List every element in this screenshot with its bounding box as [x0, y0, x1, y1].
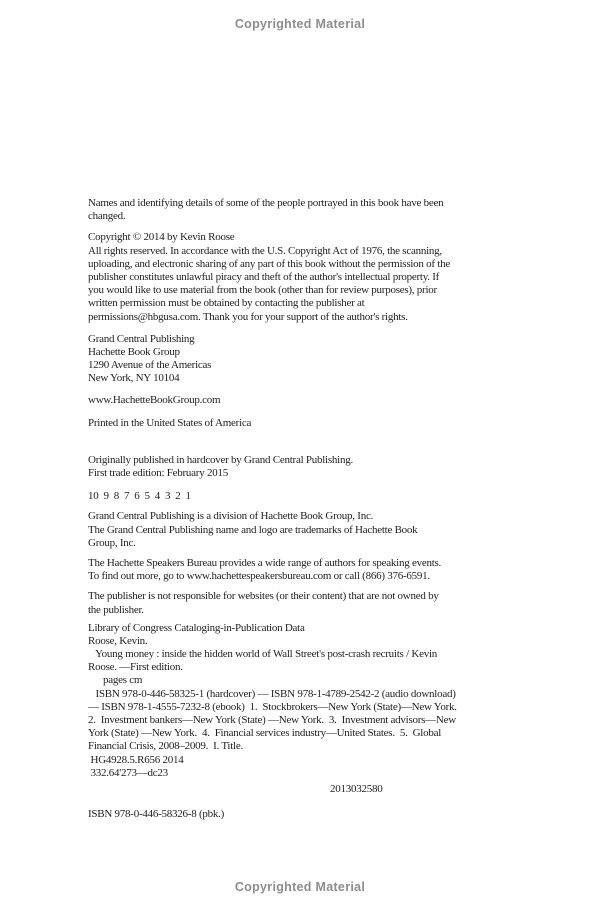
text-line: To find out more, go to www.hachettespeakersbureau.com or call (866) 376-6591. [88, 570, 430, 583]
text-line: changed. [88, 210, 126, 223]
text-line: permissions@hbgusa.com. Thank you for your support of the author's rights. [88, 310, 408, 323]
website-disclaimer [88, 590, 548, 616]
text-line: Grand Central Publishing is a division of Hachette Book Group, Inc. [88, 510, 374, 523]
text-line: ISBN 978-0-446-58325-1 (hardcover) — ISBN 978-1-4789-2542-2 (audio download) [88, 687, 456, 700]
text-line: Grand Central Publishing [88, 332, 195, 345]
text-line: 2013032580 [330, 782, 383, 795]
text-line: Roose, Kevin. [88, 634, 148, 647]
text-line: pages cm [88, 674, 143, 687]
text-line: the publisher. [88, 603, 144, 616]
edition-notice [88, 454, 548, 480]
text-line: www.HachetteBookGroup.com [88, 394, 221, 407]
text-line: The publisher is not responsible for websites (or their content) that are not owned by [88, 590, 439, 603]
text-line: 10 9 8 7 6 5 4 3 2 1 [88, 490, 191, 503]
text-line: — ISBN 978-1-4555-7232-8 (ebook) 1. Stockbrokers—New York (State)—New York. [88, 700, 457, 713]
names-changed-notice [88, 197, 548, 223]
text-line: Roose. —First edition. [88, 661, 183, 674]
text-line: Library of Congress Cataloging-in-Publication Data [88, 621, 305, 634]
text-line: Hachette Book Group [88, 345, 180, 358]
speakers-bureau-notice [88, 557, 548, 583]
text-line: The Grand Central Publishing name and logo are trademarks of Hachette Book [88, 523, 418, 536]
text-line: 2. Investment bankers—New York (State) —New York. 3. Investment advisors—New [88, 714, 456, 726]
print-run-line [88, 490, 548, 503]
text-line: 332.64'273—dc23 [88, 766, 168, 779]
copyrighted-material-footer: Copyrighted Material [234, 880, 366, 894]
copyrighted-material-header: Copyrighted Material [234, 17, 366, 31]
copyright-page-text [88, 197, 548, 821]
text-line: Young money : inside the hidden world of Wall Street's post-crash recruits / Kevin [88, 648, 438, 661]
text-line: uploading, and electronic sharing of any part of this book without the permission of the [88, 257, 451, 270]
text-line: York (State) —New York. 4. Financial services industry—United States. 5. Global [88, 727, 442, 740]
text-line: Financial Crisis, 2008–2009. I. Title. [88, 740, 243, 753]
text-line: Names and identifying details of some of the people portrayed in this book have been [88, 197, 444, 209]
isbn-paperback [88, 808, 548, 821]
loc-cataloging-data [88, 622, 548, 780]
trademark-notice [88, 510, 548, 550]
text-line: written permission must be obtained by contacting the publisher at [88, 297, 365, 310]
text-line: All rights reserved. In accordance with the U.S. Copyright Act of 1976, the scanning, [88, 244, 442, 257]
text-line: ISBN 978-0-446-58326-8 (pbk.) [88, 808, 225, 821]
text-line: you would like to use material from the book (other than for review purposes), prior [88, 284, 437, 297]
text-line: Originally published in hardcover by Grand Central Publishing. [88, 453, 353, 466]
printed-in-notice [88, 417, 548, 430]
lccn-number [88, 783, 548, 796]
text-line: 1290 Avenue of the Americas [88, 359, 212, 372]
text-line: New York, NY 10104 [88, 372, 180, 385]
text-line: First trade edition: February 2015 [88, 467, 228, 479]
text-line: Copyright © 2014 by Kevin Roose [88, 231, 235, 244]
copyright-notice [88, 231, 548, 323]
publisher-address [88, 333, 548, 386]
publisher-website [88, 394, 548, 407]
text-line: HG4928.5.R656 2014 [88, 753, 184, 766]
text-line: Printed in the United States of America [88, 416, 252, 429]
text-line: The Hachette Speakers Bureau provides a wide range of authors for speaking events. [88, 556, 442, 569]
text-line: publisher constitutes unlawful piracy and theft of the author's intellectual property. If [88, 270, 440, 283]
text-line: Group, Inc. [88, 536, 136, 549]
